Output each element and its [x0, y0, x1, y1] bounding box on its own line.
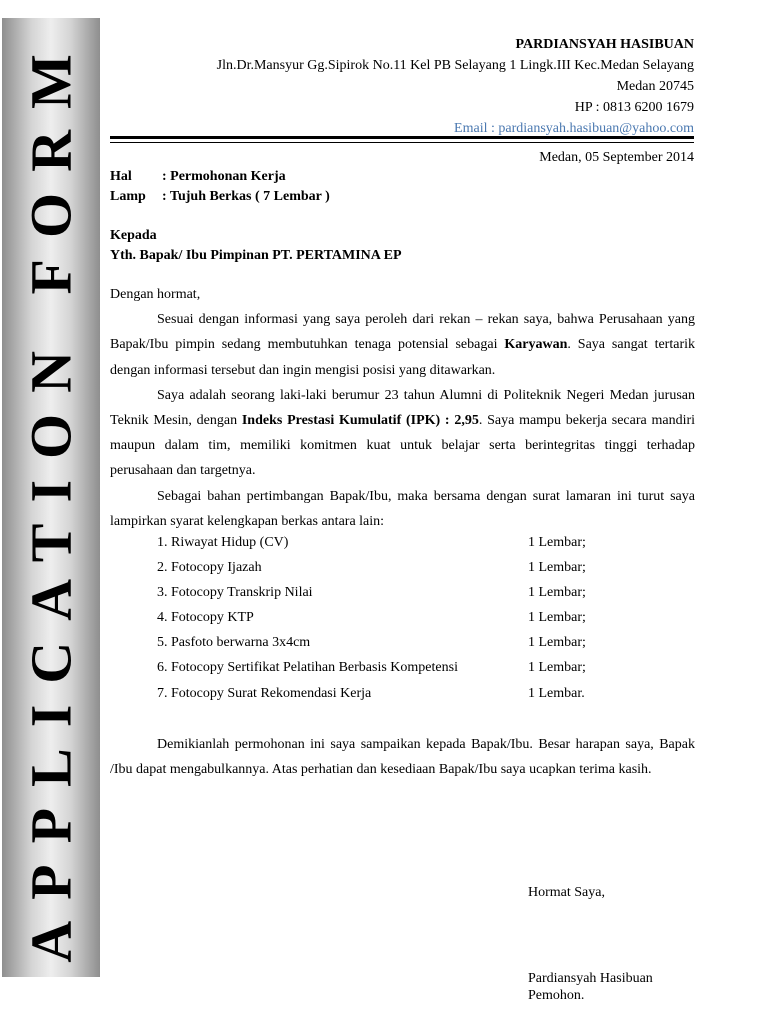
meta-subject-value: : Permohonan Kerja — [162, 169, 286, 184]
header-divider-thick — [110, 136, 694, 139]
header-divider-thin — [110, 142, 694, 143]
sidebar-title: APPLICATION FORM — [18, 32, 84, 963]
meta-subject-label: Hal — [110, 169, 132, 184]
sender-email[interactable]: Email : pardiansyah.hasibuan@yahoo.com — [454, 121, 694, 136]
recipient-line1: Kepada — [110, 228, 157, 243]
enclosure-item: 3. Fotocopy Transkrip Nilai — [157, 585, 313, 601]
enclosure-count: 1 Lembar; — [528, 585, 586, 601]
letter-body — [110, 282, 695, 534]
sender-address-line2: Medan 20745 — [616, 79, 694, 94]
enclosure-item: 7. Fotocopy Surat Rekomendasi Kerja — [157, 685, 372, 701]
meta-attachment-row — [110, 187, 330, 207]
meta-attachment-value: : Tujuh Berkas ( 7 Lembar ) — [162, 189, 330, 204]
meta-attachment-label: Lamp — [110, 189, 146, 204]
sender-header — [217, 34, 694, 139]
enclosure-count: 1 Lembar; — [528, 660, 586, 676]
paragraph-3: Sebagai bahan pertimbangan Bapak/Ibu, maka bersama dengan surat lamaran ini turut saya lampirkan syarat kelengkapan berkas antara lain: — [110, 488, 695, 529]
greeting: Dengan hormat, — [110, 287, 201, 302]
sidebar-banner — [2, 18, 100, 977]
signature-block — [528, 970, 653, 1004]
signer-role: Pemohon. — [528, 988, 585, 1003]
list-item — [157, 605, 586, 630]
gpa-highlight: Indeks Prestasi Kumulatif (IPK) : 2,95 — [241, 413, 479, 429]
enclosure-item: 1. Riwayat Hidup (CV) — [157, 535, 289, 550]
enclosure-item: 4. Fotocopy KTP — [157, 610, 254, 626]
paragraph-2: Saya adalah seorang laki-laki berumur 23 tahun Alumni di Politeknik Negeri Medan jurusan Teknik Mesin, dengan Indeks Prestasi Kumulatif (IPK) : 2,95. Saya mampu bekerja secara mandiri maupun dalam tim, memiliki komitmen kuat untuk belajar serta berintegritas tinggi terhadap perusahaan dan targetnya. — [110, 387, 696, 479]
signer-name: Pardiansyah Hasibuan — [528, 971, 653, 986]
list-item — [157, 630, 586, 655]
signoff: Hormat Saya, — [528, 885, 605, 900]
sender-name: PARDIANSYAH HASIBUAN — [515, 37, 694, 52]
sender-address-line1: Jln.Dr.Mansyur Gg.Sipirok No.11 Kel PB Selayang 1 Lingk.III Kec.Medan Selayang — [216, 58, 694, 73]
enclosure-item: 6. Fotocopy Sertifikat Pelatihan Berbasis Kompetensi — [157, 660, 458, 676]
position-highlight: Karyawan — [504, 337, 568, 353]
enclosure-count: 1 Lembar; — [528, 535, 586, 550]
sender-phone: HP : 0813 6200 1679 — [574, 100, 694, 115]
meta-subject-row — [110, 167, 330, 187]
enclosure-count: 1 Lembar; — [528, 560, 586, 576]
letter-meta — [110, 167, 330, 207]
list-item — [157, 655, 586, 680]
recipient-line2: Yth. Bapak/ Ibu Pimpinan PT. PERTAMINA EP — [110, 248, 402, 263]
closing-paragraph: Demikianlah permohonan ini saya sampaikan kepada Bapak/Ibu. Besar harapan saya, Bapak /Ibu dapat mengabulkannya. Atas perhatian dan kesediaan Bapak/Ibu saya ucapkan terima kasih. — [110, 737, 695, 778]
list-item — [157, 555, 586, 580]
list-item — [157, 580, 586, 605]
enclosure-item: 2. Fotocopy Ijazah — [157, 560, 262, 576]
enclosure-item: 5. Pasfoto berwarna 3x4cm — [157, 635, 311, 651]
recipient-block — [110, 226, 402, 266]
paragraph-1: Sesuai dengan informasi yang saya peroleh dari rekan – rekan saya, bahwa Perusahaan yang Bapak/Ibu pimpin sedang membutuhkan tenaga potensial sebagai Karyawan. Saya sangat tertarik dengan informasi tersebut dan ingin mengisi posisi yang ditawarkan. — [110, 312, 695, 378]
list-item — [157, 530, 586, 555]
letter-date: Medan, 05 September 2014 — [539, 150, 694, 165]
enclosure-count: 1 Lembar; — [528, 635, 586, 651]
enclosure-count: 1 Lembar. — [528, 685, 585, 701]
enclosure-count: 1 Lembar; — [528, 610, 586, 626]
list-item — [157, 681, 586, 706]
enclosure-list — [157, 530, 586, 706]
